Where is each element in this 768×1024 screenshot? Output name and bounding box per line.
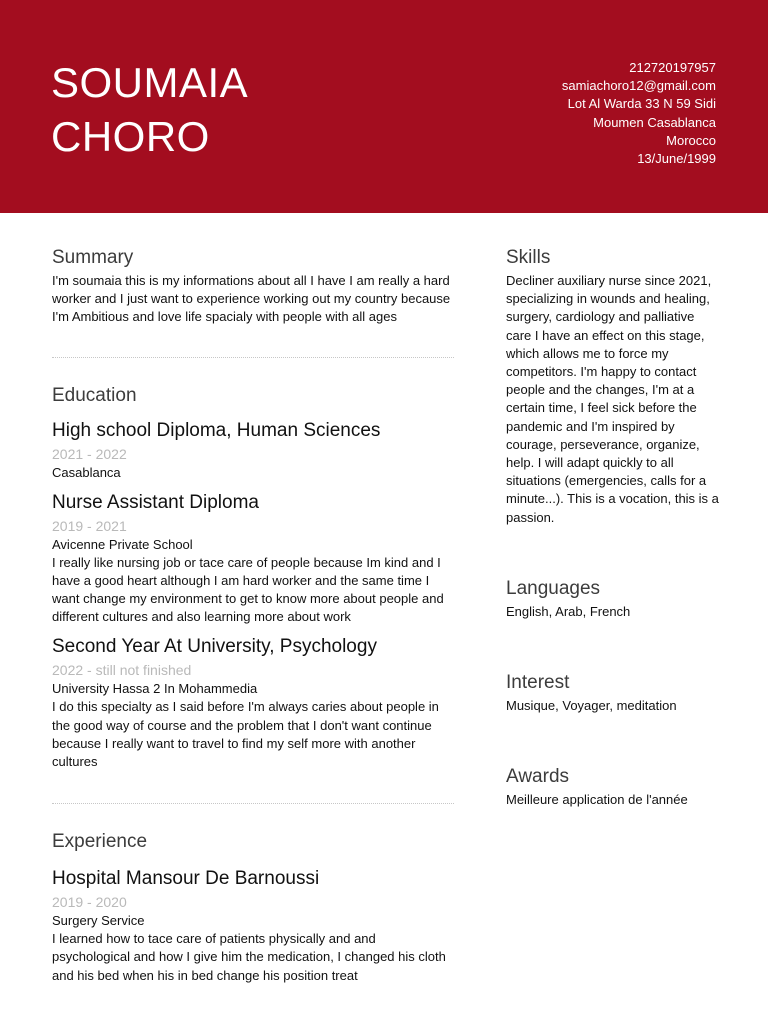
awards-section: [506, 763, 720, 809]
skills-section: [506, 244, 720, 527]
country: Morocco: [666, 132, 716, 148]
education-item-title: High school Diploma, Human Sciences: [52, 419, 381, 441]
interest-section: [506, 669, 720, 715]
experience-item-place: Surgery Service: [52, 913, 145, 929]
side-column: [506, 244, 720, 809]
education-item-description: I do this specialty as I said before I'm always caries about people in the good way of course and the problem that I don't want continue because I really want to travel to find my self more with another cultures: [52, 699, 439, 770]
address-line-2: Moumen Casablanca: [593, 114, 716, 130]
phone-number: 212720197957: [629, 60, 716, 75]
first-name: SOUMAIA: [51, 59, 249, 106]
section-divider: [52, 803, 454, 804]
experience-item: [52, 866, 454, 985]
languages-title: Languages: [506, 577, 601, 599]
summary-section: [52, 244, 454, 327]
languages-section: [506, 575, 720, 621]
education-item-place: University Hassa 2 In Mohammedia: [52, 681, 258, 697]
contact-info: [562, 59, 716, 168]
awards-text: Meilleure application de l'année: [506, 792, 688, 808]
address-line-1: Lot Al Warda 33 N 59 Sidi: [567, 96, 716, 112]
education-item: [52, 634, 454, 771]
education-item-title: Second Year At University, Psychology: [52, 636, 377, 658]
main-column: [52, 244, 454, 985]
section-divider: [52, 357, 454, 358]
education-item: [52, 490, 454, 627]
summary-title: Summary: [52, 247, 134, 268]
experience-item-dates: 2019 - 2020: [52, 894, 127, 911]
education-item-description: I really like nursing job or tace care of people because Im kind and I have a good heart although I am hard worker and the same time I want change my environment to get to know more about people and different cultures and also learning more about work: [52, 554, 444, 625]
summary-text: I'm soumaia this is my informations about all I have I am really a hard worker and I just want to experience working out my country because I'm Ambitious and love life spacialy with people with all ages: [52, 273, 451, 325]
experience-item-description: I learned how to tace care of patients physically and and psychological and how I give him the medication, I changed his cloth and his bed when his in bed change his position treat: [52, 931, 446, 983]
education-item-place: Avicenne Private School: [52, 536, 193, 552]
candidate-name: [51, 56, 248, 164]
skills-text: Decliner auxiliary nurse since 2021, specializing in wounds and healing, surgery, cardiology and palliative care I have an effect on this stage, which allows me to force my competitors. I'm happy to contact people and the changes, I'm at a certain time, I feel sick before the pandemic and I'm inspired by courage, perseverance, organize, help. I will adapt quickly to all situations (emergencies, calls for a minute...). This is a vocation, this is a passion.: [506, 273, 719, 525]
education-title: Education: [52, 384, 137, 406]
skills-title: Skills: [506, 247, 551, 268]
awards-title: Awards: [506, 766, 570, 788]
resume-header: [0, 0, 768, 213]
experience-section: [52, 828, 454, 985]
last-name: CHORO: [51, 113, 210, 160]
education-item-dates: 2021 - 2022: [52, 445, 127, 462]
interest-text: Musique, Voyager, meditation: [506, 698, 677, 714]
education-section: [52, 382, 454, 772]
email-address: samiachoro12@gmail.com: [561, 78, 716, 94]
education-item-place: Casablanca: [52, 464, 121, 480]
birthdate: 13/June/1999: [637, 151, 716, 167]
interest-title: Interest: [506, 672, 570, 694]
education-item-title: Nurse Assistant Diploma: [52, 491, 259, 513]
experience-item-title: Hospital Mansour De Barnoussi: [52, 868, 320, 890]
education-item-dates: 2019 - 2021: [52, 517, 127, 534]
experience-title: Experience: [52, 831, 148, 853]
education-item: [52, 418, 454, 482]
education-item-dates: 2022 - still not finished: [52, 662, 192, 679]
languages-text: English, Arab, French: [506, 603, 631, 619]
